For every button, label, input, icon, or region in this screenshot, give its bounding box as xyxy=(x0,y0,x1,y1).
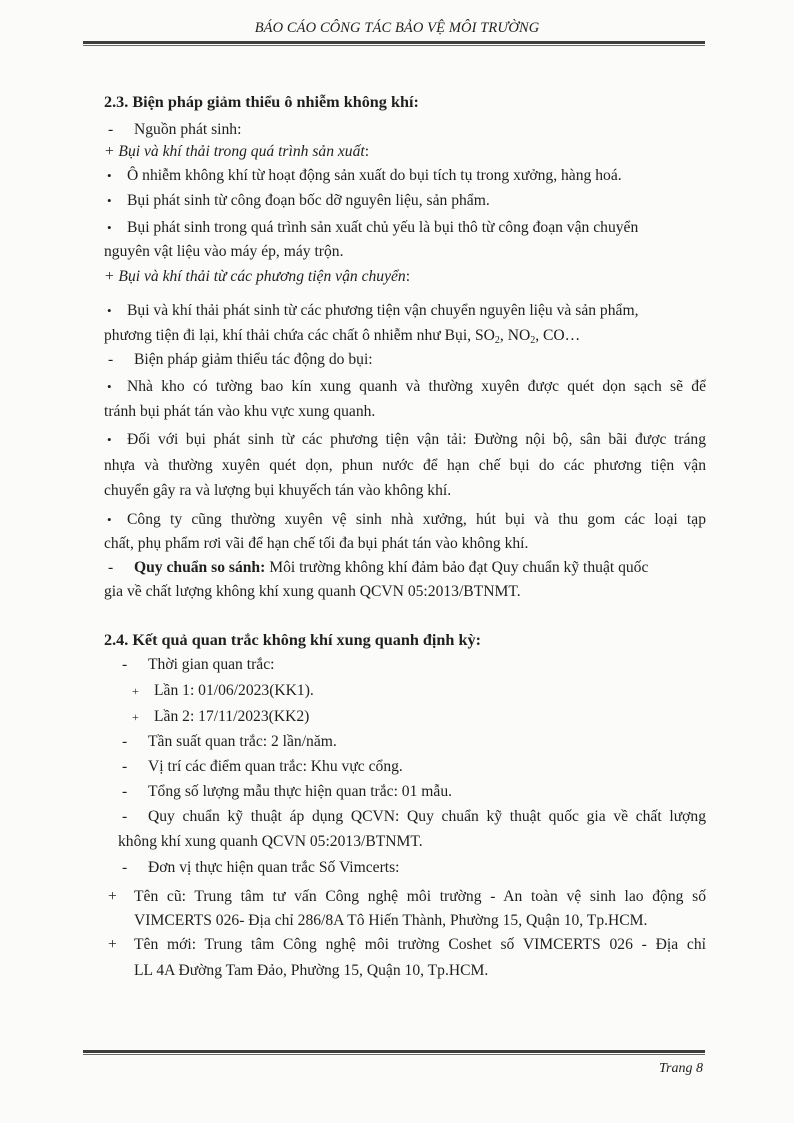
dash-marker: - xyxy=(122,859,128,876)
list-item-continuation: chuyển gây ra và lượng bụi khuyếch tán vào không khí. xyxy=(104,482,452,499)
plus-marker: + xyxy=(108,936,117,953)
dash-marker: - xyxy=(122,656,128,673)
bullet-icon: • xyxy=(107,168,112,183)
list-item xyxy=(107,167,622,185)
subscript: 2 xyxy=(494,335,500,346)
item-text: Đơn vị thực hiện quan trắc Số Vimcerts: xyxy=(148,859,400,876)
subheading-transport xyxy=(104,268,410,286)
item-text: Bụi và khí thải phát sinh từ các phương tiện vận chuyển nguyên liệu và sản phẩm, xyxy=(127,302,639,319)
subheading-text: + Bụi và khí thải trong quá trình sản xuất xyxy=(104,143,365,160)
list-item-continuation xyxy=(104,327,580,345)
list-item xyxy=(122,783,452,801)
list-item xyxy=(107,302,638,320)
item-text: Nhà kho có tường bao kín xung quanh và thường xuyên được quét dọn sạch sẽ để xyxy=(127,378,706,395)
item-text: Lần 2: 17/11/2023(KK2) xyxy=(154,708,310,725)
list-item xyxy=(122,733,337,751)
list-item xyxy=(122,859,400,877)
item-text: Bụi phát sinh trong quá trình sản xuất chủ yếu là bụi thô từ công đoạn vận chuyển xyxy=(127,219,639,236)
item-text: Đối với bụi phát sinh từ các phương tiện vận tải: Đường nội bộ, sân bãi được tráng xyxy=(127,431,706,448)
list-item xyxy=(122,758,403,776)
source-label: Nguồn phát sinh: xyxy=(134,121,242,138)
list-item xyxy=(108,121,241,139)
list-item xyxy=(107,219,638,237)
section-heading-2-4: 2.4. Kết quả quan trắc không khí xung quanh định kỳ: xyxy=(104,631,481,649)
header-rule xyxy=(83,41,705,46)
dash-marker: - xyxy=(122,783,128,800)
bullet-icon: • xyxy=(107,512,112,527)
bullet-icon: • xyxy=(107,432,112,447)
item-text: , CO… xyxy=(535,327,581,344)
list-item xyxy=(108,888,706,906)
footer-rule xyxy=(83,1050,705,1055)
bullet-icon: • xyxy=(107,193,112,208)
list-item xyxy=(132,682,314,700)
list-item-continuation: nguyên vật liệu vào máy ép, máy trộn. xyxy=(104,243,344,260)
bullet-icon: • xyxy=(107,303,112,318)
dash-marker: - xyxy=(108,559,114,576)
header-title: BÁO CÁO CÔNG TÁC BẢO VỆ MÔI TRƯỜNG xyxy=(254,20,540,36)
dash-marker: - xyxy=(122,808,128,825)
list-item-continuation: gia về chất lượng không khí xung quanh QCVN 05:2013/BTNMT. xyxy=(104,583,521,600)
list-item xyxy=(132,708,309,726)
list-item xyxy=(108,559,648,577)
list-item-continuation: VIMCERTS 026- Địa chỉ 286/8A Tô Hiến Thành, Phường 15, Quận 10, Tp.HCM. xyxy=(134,912,648,929)
plus-marker: + xyxy=(132,710,139,724)
item-text: phương tiện đi lại, khí thải chứa các chất ô nhiễm như Bụi, SO xyxy=(104,327,495,344)
dash-marker: - xyxy=(108,351,114,368)
item-text: Công ty cũng thường xuyên vệ sinh nhà xưởng, hút bụi và thu gom các loại tạp xyxy=(127,511,706,528)
list-item xyxy=(108,351,373,369)
item-text: Tên cũ: Trung tâm tư vấn Công nghệ môi trường - An toàn vệ sinh lao động số xyxy=(134,888,706,905)
colon: : xyxy=(405,268,411,285)
item-text: Tổng số lượng mẫu thực hiện quan trắc: 01 mẫu. xyxy=(148,783,453,800)
item-text: Tần suất quan trắc: 2 lần/năm. xyxy=(148,733,337,750)
list-item xyxy=(108,936,706,954)
item-text: , NO xyxy=(499,327,531,344)
measures-label: Biện pháp giảm thiểu tác động do bụi: xyxy=(134,351,373,368)
plus-marker: + xyxy=(108,888,117,905)
item-text: Quy chuẩn kỹ thuật áp dụng QCVN: Quy chuẩn kỹ thuật quốc gia về chất lượng xyxy=(148,808,706,825)
colon: : xyxy=(364,143,370,160)
page-number: Trang 8 xyxy=(659,1061,703,1076)
dash-marker: - xyxy=(122,758,128,775)
item-text: Ô nhiễm không khí từ hoạt động sản xuất do bụi tích tụ trong xưởng, hàng hoá. xyxy=(127,167,622,184)
list-item xyxy=(107,511,706,529)
item-text: Tên mới: Trung tâm Công nghệ môi trường Coshet số VIMCERTS 026 - Địa chỉ xyxy=(134,936,706,953)
list-item-continuation: nhựa và thường xuyên quét dọn, phun nước để hạn chế bụi do các phương tiện vận xyxy=(104,457,706,474)
list-item-continuation: LL 4A Đường Tam Đảo, Phường 15, Quận 10, Tp.HCM. xyxy=(134,962,489,979)
dash-marker: - xyxy=(108,121,114,138)
list-item xyxy=(107,431,706,449)
subscript: 2 xyxy=(530,335,536,346)
bullet-icon: • xyxy=(107,379,112,394)
subheading-production xyxy=(104,143,369,161)
list-item xyxy=(107,192,490,210)
list-item-continuation: không khí xung quanh QCVN 05:2013/BTNMT. xyxy=(118,833,423,850)
list-item-continuation: tránh bụi phát tán vào khu vực xung quanh. xyxy=(104,403,376,420)
list-item xyxy=(122,808,706,826)
item-text: Bụi phát sinh từ công đoạn bốc dỡ nguyên liệu, sản phẩm. xyxy=(127,192,490,209)
item-text: Thời gian quan trắc: xyxy=(148,656,275,673)
plus-marker: + xyxy=(132,684,139,698)
section-heading-2-3: 2.3. Biện pháp giảm thiểu ô nhiễm không khí: xyxy=(104,93,419,111)
item-text: Môi trường không khí đảm bảo đạt Quy chuẩn kỹ thuật quốc xyxy=(265,559,649,576)
item-text: Vị trí các điểm quan trắc: Khu vực cổng. xyxy=(148,758,403,775)
dash-marker: - xyxy=(122,733,128,750)
standard-label: Quy chuẩn so sánh: xyxy=(134,559,266,576)
item-text: Lần 1: 01/06/2023(KK1). xyxy=(154,682,314,699)
subheading-text: + Bụi và khí thải từ các phương tiện vận chuyển xyxy=(104,268,406,285)
list-item xyxy=(122,656,274,674)
list-item xyxy=(107,378,706,396)
bullet-icon: • xyxy=(107,220,112,235)
list-item-continuation: chất, phụ phẩm rơi vãi để hạn chế tối đa bụi phát tán vào không khí. xyxy=(104,535,529,552)
